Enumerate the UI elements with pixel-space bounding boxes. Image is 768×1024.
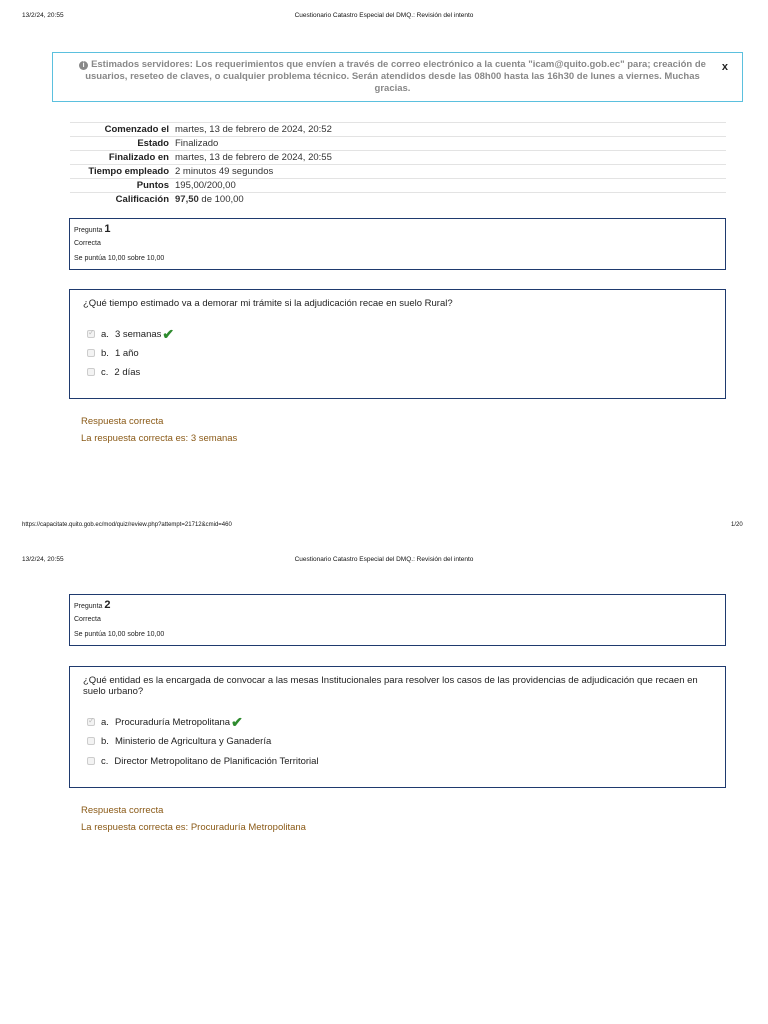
summary-label: Finalizado en	[70, 151, 172, 165]
close-alert-button[interactable]: x	[721, 61, 728, 73]
summary-value: 195,00/200,00	[172, 179, 726, 193]
summary-row	[70, 193, 726, 207]
info-alert	[52, 52, 743, 102]
print-title: Cuestionario Catastro Especial del DMQ.: Revisión del intento	[294, 556, 474, 563]
answer-option	[87, 366, 140, 378]
answer-checkbox	[87, 718, 95, 726]
option-letter: b.	[101, 735, 109, 747]
question-info	[69, 594, 726, 646]
footer-page-number: 1/20	[731, 522, 743, 528]
summary-row	[70, 123, 726, 137]
info-icon: i	[79, 61, 88, 70]
option-letter: a.	[101, 716, 109, 728]
question-content	[69, 666, 726, 788]
summary-label: Puntos	[70, 179, 172, 193]
answer-checkbox	[87, 368, 95, 376]
answer-option	[87, 755, 319, 767]
question-grade: Se puntúa 10,00 sobre 10,00	[74, 255, 165, 262]
answer-option	[87, 347, 139, 359]
option-letter: b.	[101, 347, 109, 359]
option-text: Procuraduría Metropolitana	[114, 716, 231, 728]
question-number: 1	[104, 223, 111, 235]
feedback-status: Respuesta correcta	[81, 805, 164, 816]
option-text: Director Metropolitano de Planificación Territorial	[114, 755, 319, 767]
answer-checkbox	[87, 757, 95, 765]
grade-value: 97,50	[175, 194, 199, 205]
answer-option	[87, 328, 174, 340]
question-text: ¿Qué entidad es la encargada de convocar a las mesas Institucionales para resolver los casos de las providencias de adjudicación que recaen en suelo urbano?	[83, 675, 698, 697]
question-content	[69, 289, 726, 399]
answer-checkbox	[87, 349, 95, 357]
correct-check-icon: ✔	[162, 326, 175, 342]
answer-option	[87, 735, 271, 747]
summary-value: 2 minutos 49 segundos	[172, 165, 726, 179]
option-letter: c.	[101, 755, 109, 767]
question-text: ¿Qué tiempo estimado va a demorar mi trámite si la adjudicación recae en suelo Rural?	[83, 298, 453, 309]
option-letter: a.	[101, 328, 109, 340]
feedback-right-answer: La respuesta correcta es: 3 semanas	[81, 433, 238, 444]
summary-value: martes, 13 de febrero de 2024, 20:52	[172, 123, 726, 137]
summary-value: Finalizado	[172, 137, 726, 151]
question-info	[69, 218, 726, 270]
feedback-status: Respuesta correcta	[81, 416, 164, 427]
alert-message: Estimados servidores: Los requerimientos que envíen a través de correo electrónico a la cuenta "icam@quito.gob.ec" para; creación de usuarios, reseteo de claves, o cualquier problema técnico. Serán atendidos desde las 08h00 hasta las 16h30 de lunes a viernes. Muchas gracias.	[85, 59, 706, 94]
option-letter: c.	[101, 366, 109, 378]
summary-label: Estado	[70, 137, 172, 151]
grade-total: de 100,00	[198, 194, 244, 205]
summary-row	[70, 137, 726, 151]
attempt-summary-table	[70, 122, 726, 206]
correct-check-icon: ✔	[231, 714, 243, 730]
option-text: 3 semanas	[114, 328, 162, 340]
summary-row	[70, 179, 726, 193]
answer-checkbox	[87, 737, 95, 745]
summary-label: Tiempo empleado	[70, 165, 172, 179]
answer-checkbox	[87, 330, 95, 338]
summary-row	[70, 165, 726, 179]
print-date: 13/2/24, 20:55	[22, 12, 64, 19]
summary-row	[70, 151, 726, 165]
summary-label: Comenzado el	[70, 123, 172, 137]
option-text: 2 días	[114, 366, 141, 378]
question-state: Correcta	[74, 616, 101, 623]
summary-value: martes, 13 de febrero de 2024, 20:55	[172, 151, 726, 165]
question-grade: Se puntúa 10,00 sobre 10,00	[74, 631, 165, 638]
question-state: Correcta	[74, 240, 101, 247]
footer-url: https://capacitate.quito.gob.ec/mod/quiz/review.php?attempt=21712&cmid=460	[22, 522, 232, 528]
print-date: 13/2/24, 20:55	[22, 556, 64, 563]
question-prefix: Pregunta	[74, 227, 103, 234]
option-text: Ministerio de Agricultura y Ganadería	[114, 735, 272, 747]
print-title: Cuestionario Catastro Especial del DMQ.: Revisión del intento	[294, 12, 474, 19]
question-prefix: Pregunta	[74, 603, 103, 610]
summary-label: Calificación	[70, 193, 172, 207]
answer-option	[87, 716, 243, 728]
option-text: 1 año	[114, 347, 139, 359]
feedback-right-answer: La respuesta correcta es: Procuraduría Metropolitana	[81, 822, 306, 833]
question-number: 2	[104, 599, 111, 611]
